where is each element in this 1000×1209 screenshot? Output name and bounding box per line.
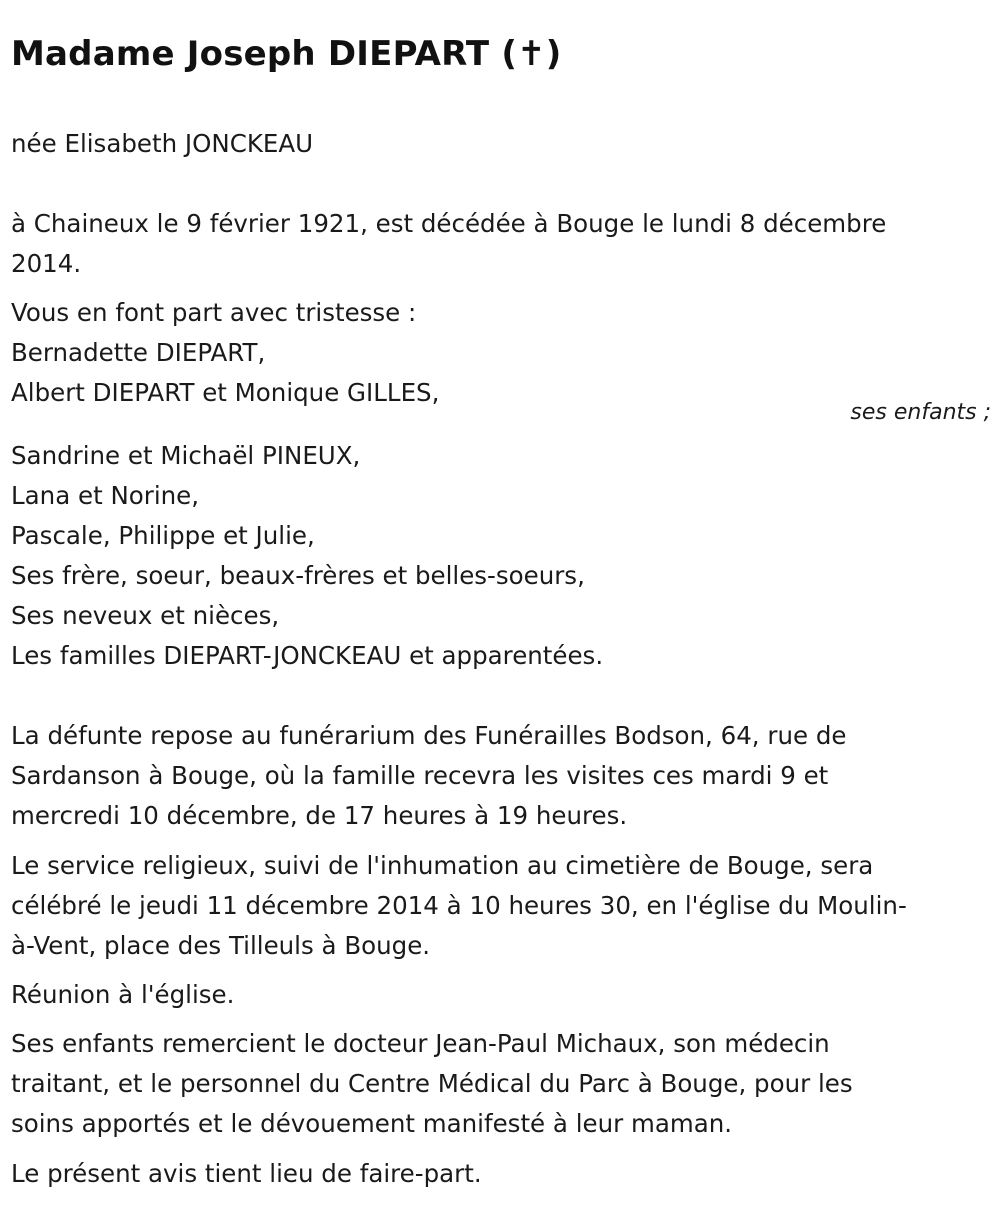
text-line: célébré le jeudi 11 décembre 2014 à 10 heures 30, en l'église du Moulin- xyxy=(11,891,907,920)
text-line: mercredi 10 décembre, de 17 heures à 19 heures. xyxy=(11,801,628,830)
text-line: Le service religieux, suivi de l'inhumation au cimetière de Bouge, sera xyxy=(11,851,874,880)
family-member: Les familles DIEPART-JONCKEAU et apparentées. xyxy=(11,641,604,670)
text-line: Sardanson à Bouge, où la famille recevra les visites ces mardi 9 et xyxy=(11,761,829,790)
service-paragraph xyxy=(11,846,971,966)
birth-death-paragraph xyxy=(11,204,971,284)
text-line: soins apportés et le dévouement manifesté à leur maman. xyxy=(11,1109,733,1138)
family-member: Ses frère, soeur, beaux-frères et belles-soeurs, xyxy=(11,561,585,590)
text-line: La défunte repose au funérarium des Funérailles Bodson, 64, rue de xyxy=(11,721,847,750)
child-name: Albert DIEPART et Monique GILLES, xyxy=(11,378,440,407)
birth-name-text: née Elisabeth JONCKEAU xyxy=(11,129,314,158)
text-line: à-Vent, place des Tilleuls à Bouge. xyxy=(11,931,431,960)
closing-text: Le présent avis tient lieu de faire-part. xyxy=(11,1159,482,1188)
text-line: traitant, et le personnel du Centre Médical du Parc à Bouge, pour les xyxy=(11,1069,853,1098)
closing-paragraph xyxy=(11,1154,971,1194)
family-list xyxy=(11,436,971,676)
family-member: Lana et Norine, xyxy=(11,481,200,510)
announcement-intro-text: Vous en font part avec tristesse : xyxy=(11,298,417,327)
text-line: Ses enfants remercient le docteur Jean-Paul Michaux, son médecin xyxy=(11,1029,830,1058)
family-member: Pascale, Philippe et Julie, xyxy=(11,521,315,550)
announcement-intro xyxy=(11,293,971,413)
visitation-paragraph xyxy=(11,716,971,836)
thanks-paragraph xyxy=(11,1024,971,1144)
child-name: Bernadette DIEPART, xyxy=(11,338,266,367)
gathering-paragraph xyxy=(11,975,971,1015)
birth-name xyxy=(11,124,971,164)
text-line: 2014. xyxy=(11,249,82,278)
family-member: Ses neveux et nièces, xyxy=(11,601,280,630)
text-line: à Chaineux le 9 février 1921, est décédée à Bouge le lundi 8 décembre xyxy=(11,209,887,238)
children-note: ses enfants ; xyxy=(850,400,991,425)
gathering-text: Réunion à l'église. xyxy=(11,980,235,1009)
family-member: Sandrine et Michaël PINEUX, xyxy=(11,441,361,470)
page-title: Madame Joseph DIEPART (✝) xyxy=(11,34,562,74)
